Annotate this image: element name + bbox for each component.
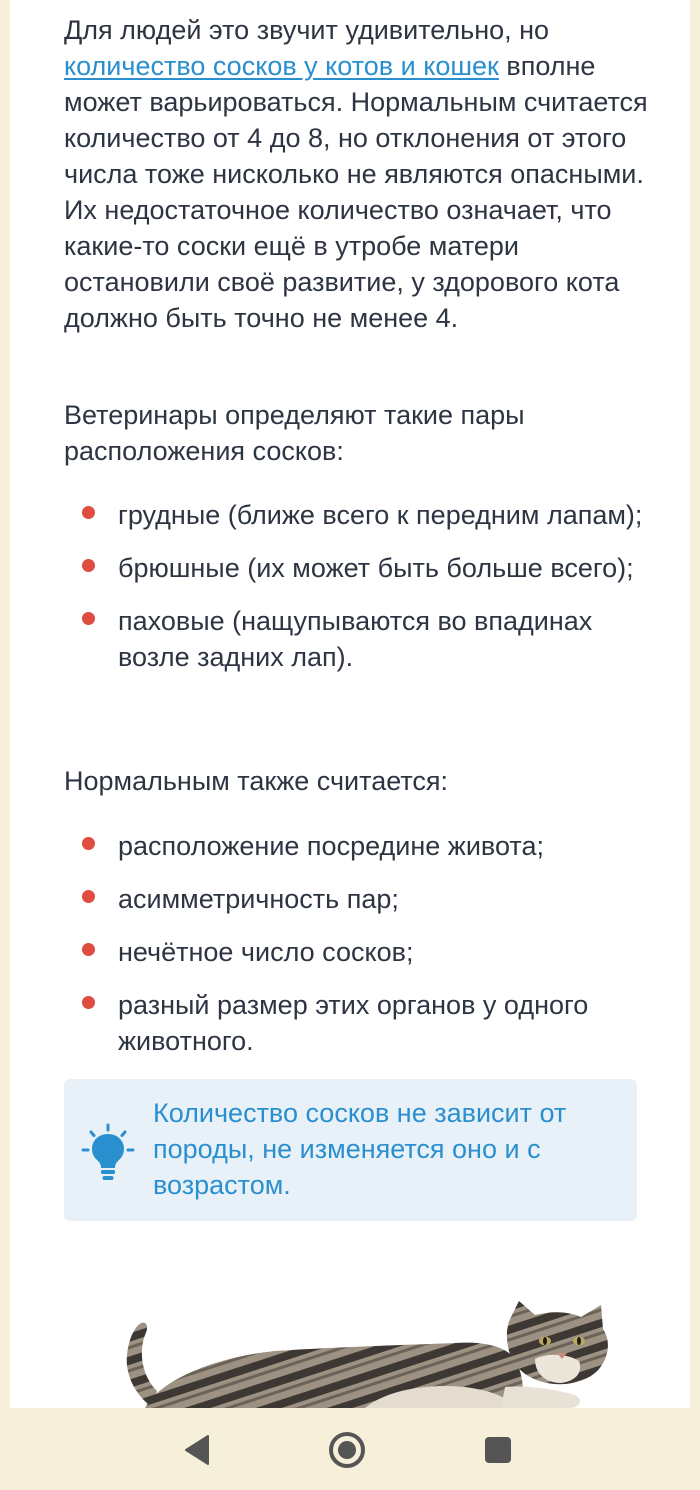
article-page: [10, 0, 690, 1408]
list-item-text: разный размер этих органов у одного животного.: [118, 990, 589, 1056]
home-circle-icon[interactable]: [325, 1428, 369, 1472]
list-item: [64, 934, 654, 970]
bullet-dot: [82, 506, 95, 519]
bullet-dot: [82, 943, 95, 956]
list-item: [64, 603, 654, 675]
bullet-dot: [82, 837, 95, 850]
list-item: [64, 497, 654, 533]
vets-intro-paragraph: Ветеринары определяют такие пары расположения сосков:: [64, 400, 525, 466]
tip-text: Количество сосков не зависит от породы, не изменяется оно и с возрастом.: [153, 1098, 567, 1200]
bullet-dot: [82, 890, 95, 903]
normal-intro-paragraph: Нормальным также считается:: [64, 766, 449, 796]
nipple-count-link[interactable]: количество сосков у котов и кошек: [64, 51, 499, 81]
tip-box: [64, 1079, 637, 1221]
list-item: [64, 881, 654, 917]
list-item-text: расположение посредине живота;: [118, 831, 544, 861]
nipple-pairs-list: [64, 497, 654, 692]
bullet-dot: [82, 612, 95, 625]
intro-text-start: Для людей это звучит удивительно, но: [64, 15, 550, 45]
list-item: [64, 550, 654, 586]
bullet-dot: [82, 996, 95, 1009]
back-triangle-icon[interactable]: [176, 1428, 220, 1472]
recents-square-icon[interactable]: [476, 1428, 520, 1472]
intro-text-end: вполне может варьироваться. Нормальным считается количество от 4 до 8, но отклонения от этого числа тоже нисколько не являются опасными. Их недостаточное количество означает, что какие-то соски ещё в утробе матери остановили своё развитие, у здорового кота должно быть точно не менее 4.: [64, 51, 648, 333]
bullet-dot: [82, 559, 95, 572]
cat-photo: [105, 1295, 625, 1408]
list-item: [64, 987, 654, 1059]
list-item-text: асимметричность пар;: [118, 884, 399, 914]
list-item-text: грудные (ближе всего к передним лапам);: [118, 500, 643, 530]
list-item-text: паховые (нащупываются во впадинах возле задних лап).: [118, 606, 593, 672]
system-navigation-bar: [0, 1408, 700, 1490]
normal-features-list: [64, 828, 654, 1076]
list-item-text: нечётное число сосков;: [118, 937, 414, 967]
lightbulb-icon: [80, 1123, 136, 1183]
list-item: [64, 828, 654, 864]
intro-paragraph: [64, 12, 654, 336]
list-item-text: брюшные (их может быть больше всего);: [118, 553, 634, 583]
